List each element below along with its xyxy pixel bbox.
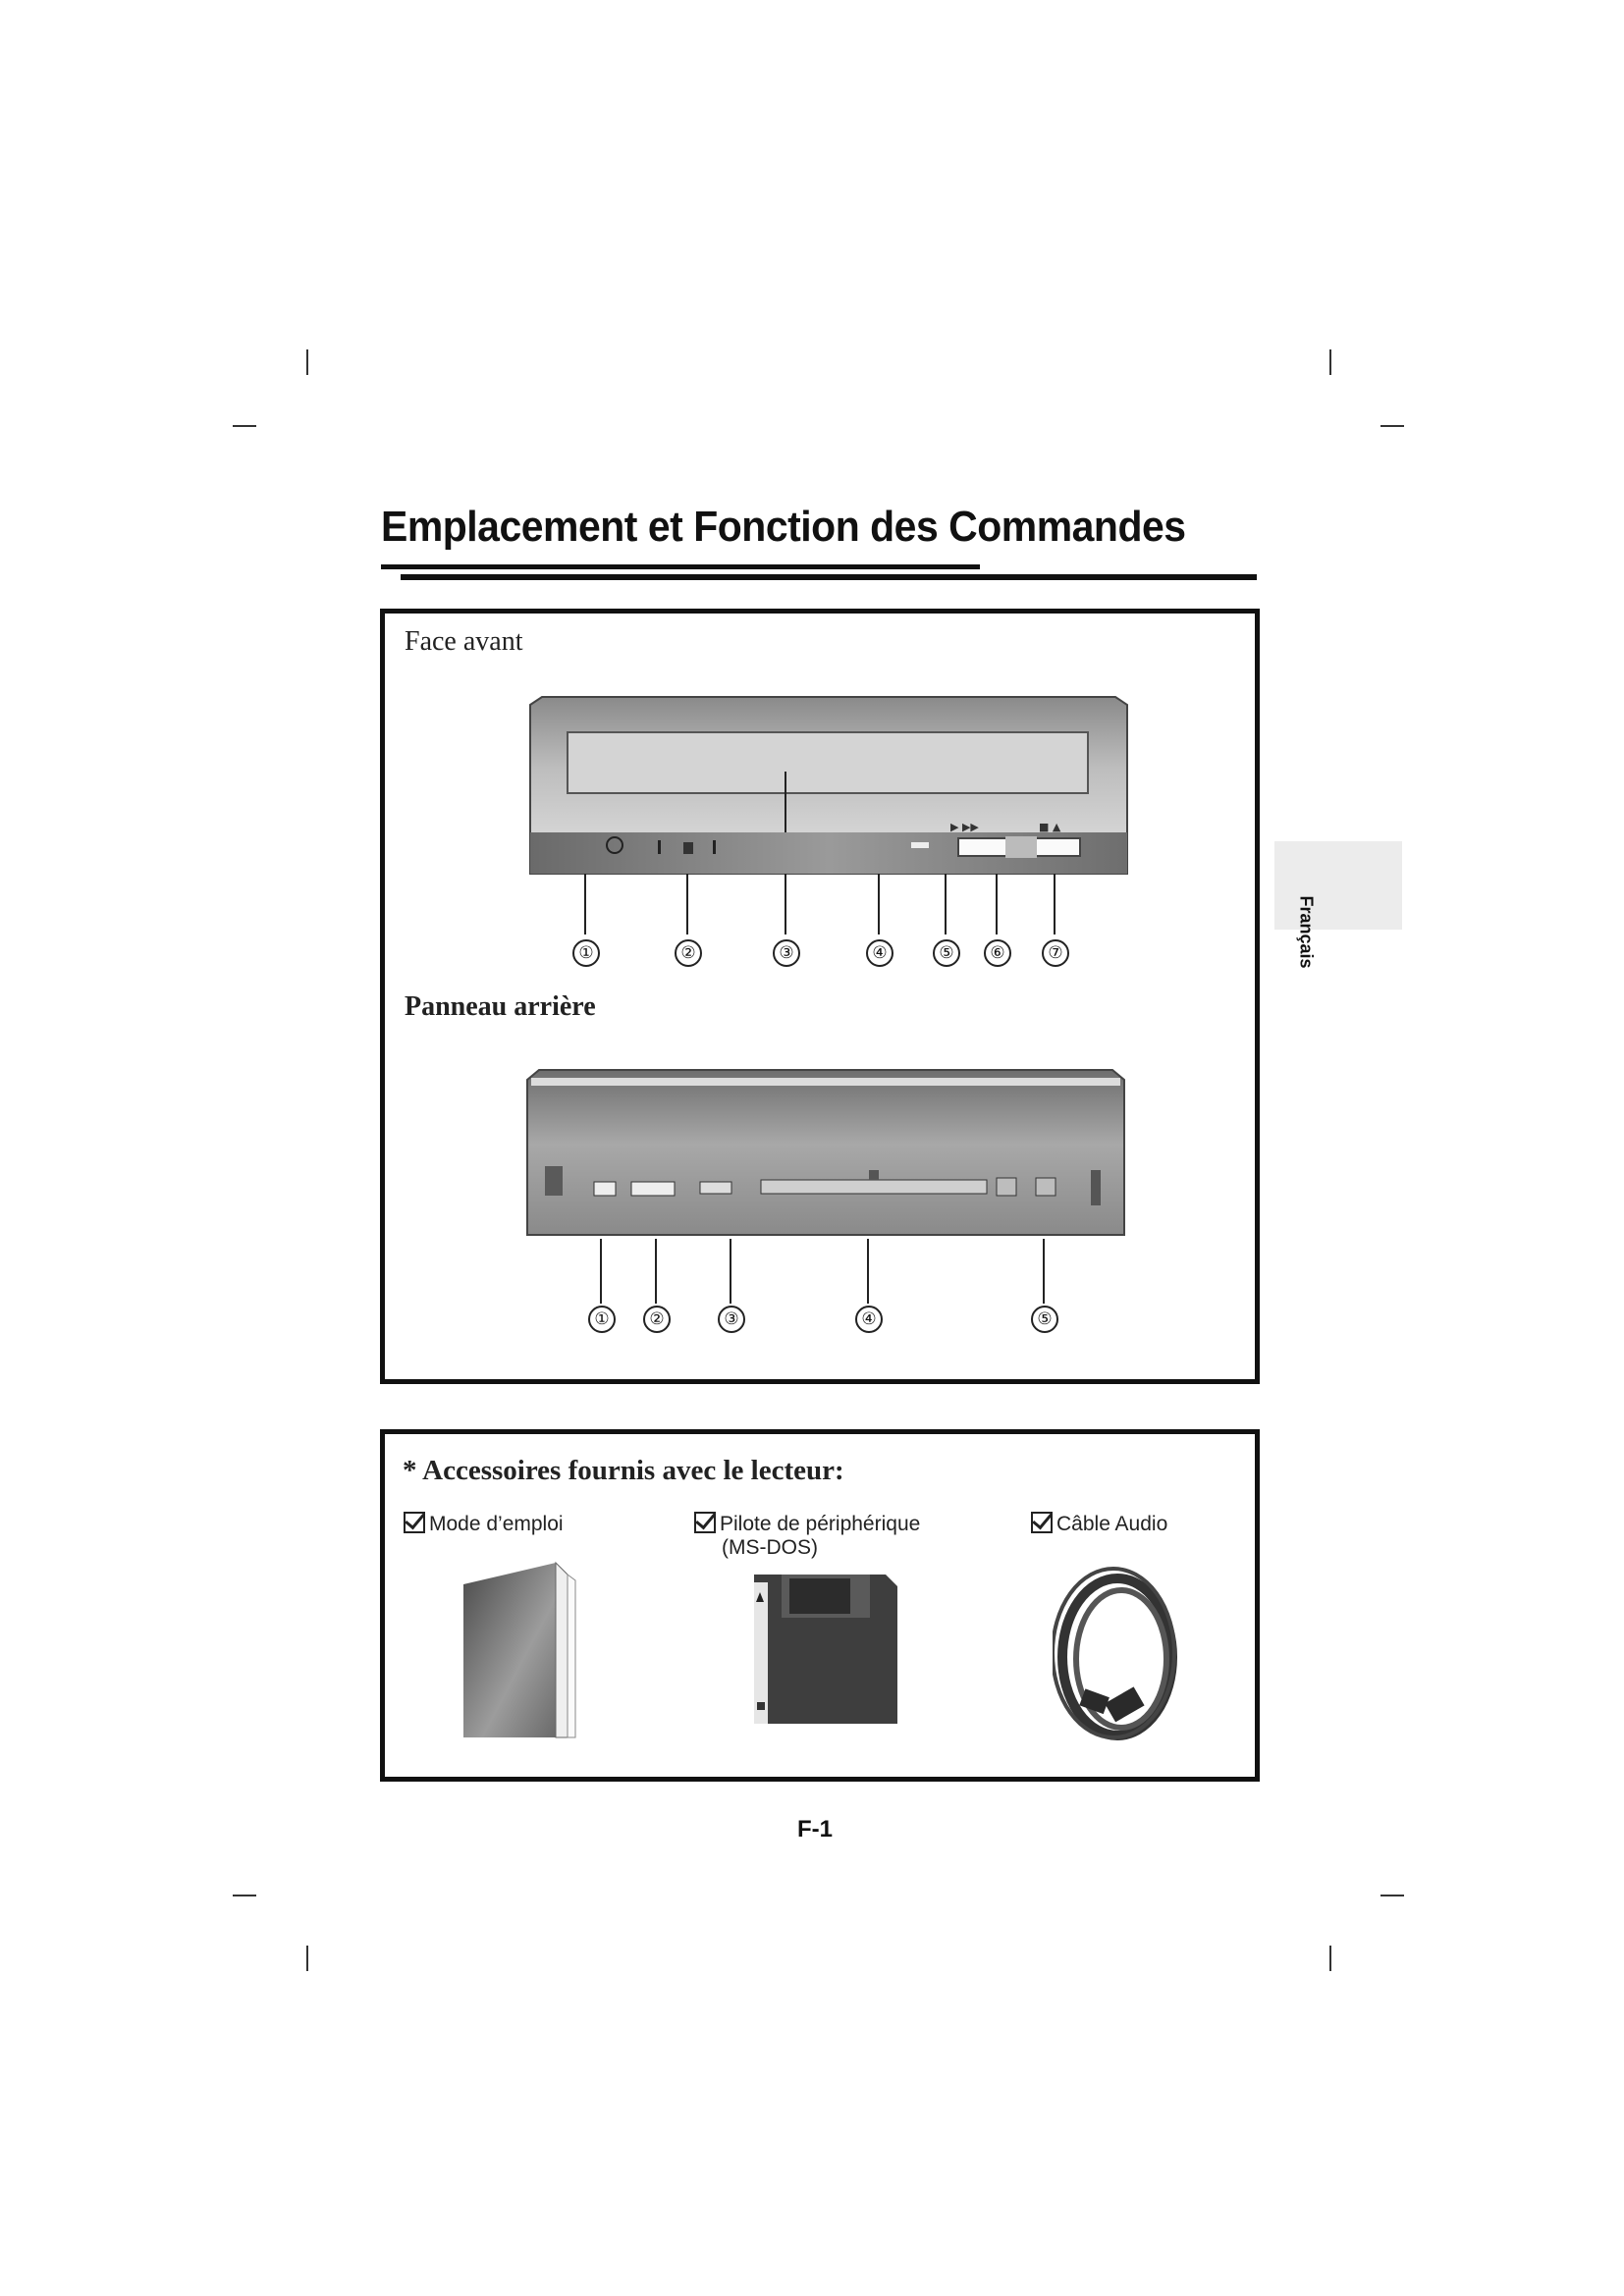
rear-callout-2: ② xyxy=(643,1306,671,1333)
leader-line xyxy=(686,874,688,934)
crop-mark xyxy=(306,1946,308,1971)
leader-line xyxy=(600,1239,602,1304)
accessory-item-driver xyxy=(694,1512,920,1560)
leader-line xyxy=(584,874,586,934)
leader-line xyxy=(730,1239,731,1304)
leader-line xyxy=(867,1239,869,1304)
leader-line xyxy=(785,874,786,934)
crop-mark xyxy=(1329,1946,1331,1971)
checkbox-icon xyxy=(694,1512,716,1533)
leader-line xyxy=(1054,874,1056,934)
leader-line xyxy=(878,874,880,934)
crop-mark xyxy=(1329,349,1331,375)
front-panel-illustration xyxy=(528,695,1129,876)
accessory-sublabel: (MS-DOS) xyxy=(722,1536,818,1559)
floppy-disk-icon xyxy=(752,1573,899,1726)
leader-line xyxy=(945,874,947,934)
language-tab xyxy=(1274,841,1402,930)
crop-mark xyxy=(233,425,256,427)
front-callout-3: ③ xyxy=(773,939,800,967)
leader-line xyxy=(996,874,998,934)
front-callout-4: ④ xyxy=(866,939,893,967)
accessory-item-cable xyxy=(1031,1512,1167,1536)
front-callout-1: ① xyxy=(572,939,600,967)
front-callout-2: ② xyxy=(675,939,702,967)
page-title: Emplacement et Fonction des Commandes xyxy=(381,503,1186,551)
manual-icon xyxy=(458,1559,585,1741)
rear-panel-illustration xyxy=(525,1068,1126,1239)
audio-cable-icon xyxy=(1053,1565,1186,1745)
front-callout-7: ⑦ xyxy=(1042,939,1069,967)
svg-text:■ ▲: ■ ▲ xyxy=(1039,821,1061,833)
checkbox-icon xyxy=(404,1512,425,1533)
title-rule xyxy=(381,564,980,569)
accessory-label: Mode d’emploi xyxy=(429,1513,564,1535)
leader-line xyxy=(655,1239,657,1304)
leader-line xyxy=(1043,1239,1045,1304)
rear-callout-5: ⑤ xyxy=(1031,1306,1058,1333)
checkbox-icon xyxy=(1031,1512,1053,1533)
crop-mark xyxy=(233,1895,256,1896)
front-callout-6: ⑥ xyxy=(984,939,1011,967)
accessory-label: Pilote de périphérique xyxy=(720,1513,921,1535)
svg-text:▶ ▶▶: ▶ ▶▶ xyxy=(950,821,979,833)
rear-callout-1: ① xyxy=(588,1306,616,1333)
crop-mark xyxy=(1380,425,1404,427)
front-panel-heading: Face avant xyxy=(405,626,523,657)
accessory-label: Câble Audio xyxy=(1056,1513,1168,1535)
page-number: F-1 xyxy=(797,1816,833,1842)
accessory-item-manual xyxy=(404,1512,564,1536)
front-callout-5: ⑤ xyxy=(933,939,960,967)
rear-panel-heading: Panneau arrière xyxy=(405,991,596,1022)
crop-mark xyxy=(1380,1895,1404,1896)
title-rule xyxy=(401,574,1257,580)
accessories-heading: * Accessoires fournis avec le lecteur: xyxy=(403,1455,844,1486)
rear-callout-4: ④ xyxy=(855,1306,883,1333)
crop-mark xyxy=(306,349,308,375)
rear-callout-3: ③ xyxy=(718,1306,745,1333)
language-tab-label: Français xyxy=(1296,895,1317,969)
